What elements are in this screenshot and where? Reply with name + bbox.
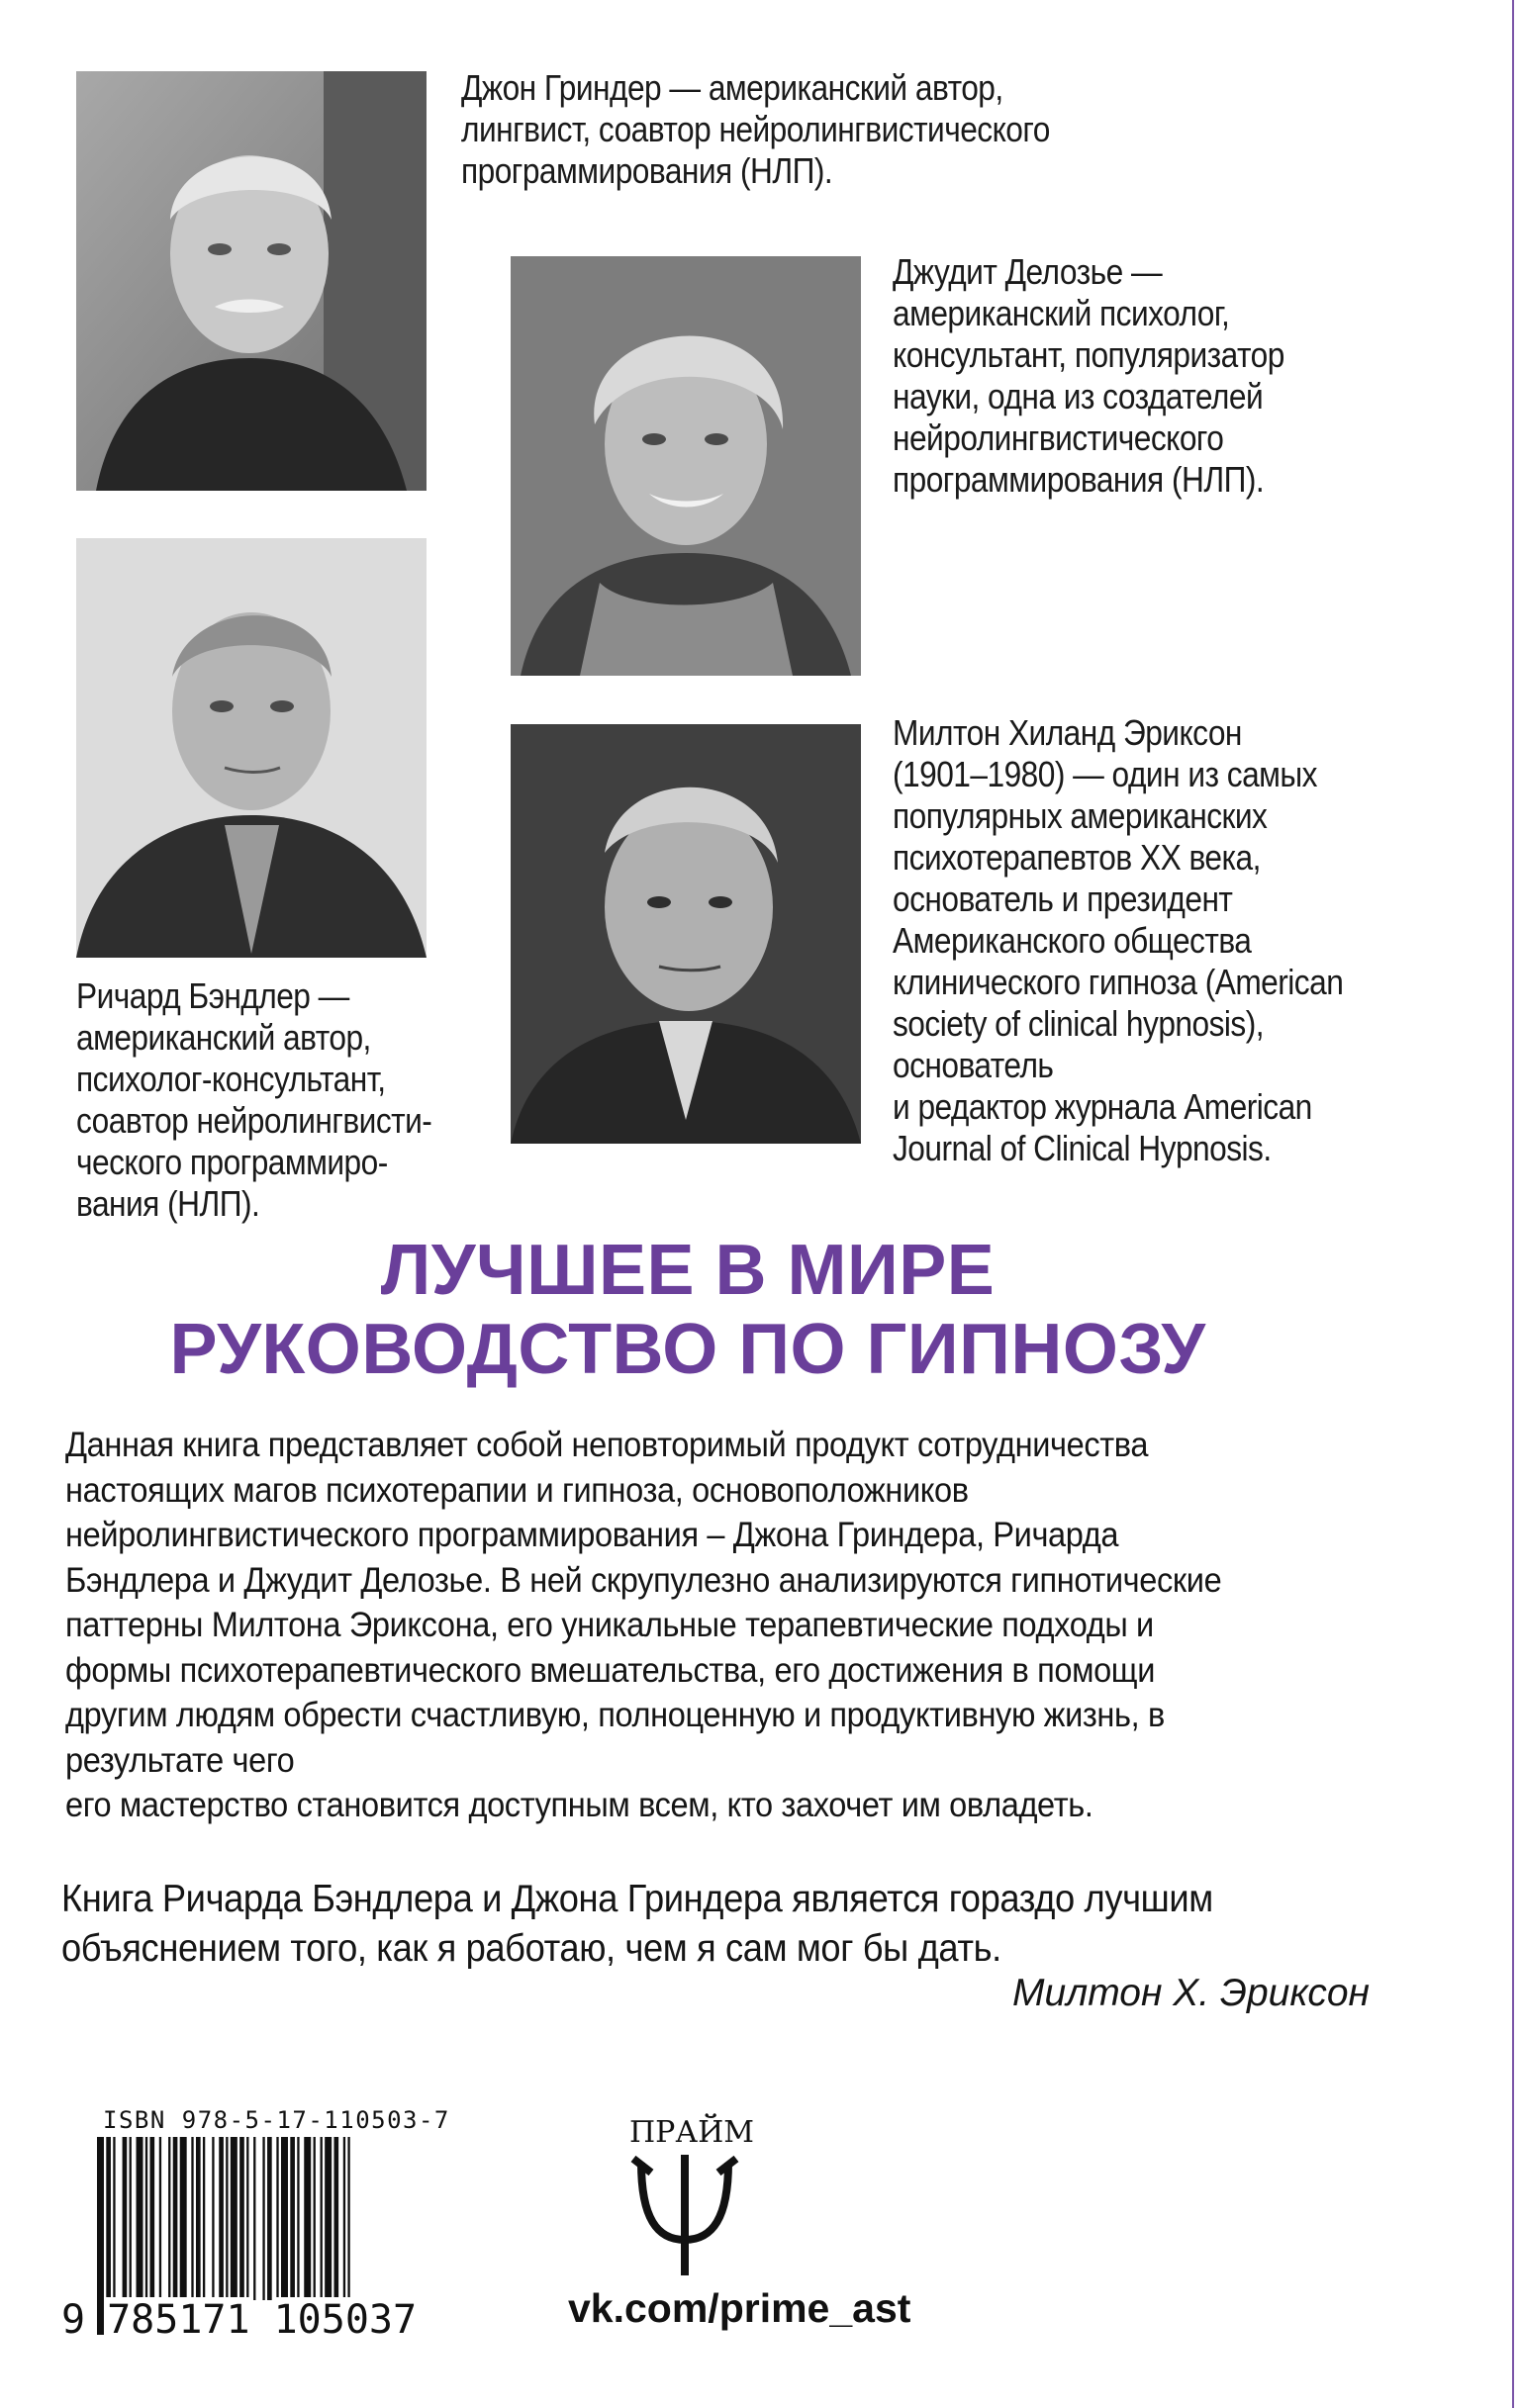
description-line: настоящих магов психотерапии и гипноза, основоположников — [65, 1470, 969, 1510]
bio-text-line: вания (НЛП). — [76, 1183, 260, 1224]
headline-line-2: РУКОВОДСТВО ПО ГИПНОЗУ — [169, 1310, 1206, 1389]
bio-name-line: Джон Гриндер — американский автор, — [461, 67, 1003, 108]
barcode-bar — [343, 2137, 345, 2300]
barcode-bar — [239, 2137, 244, 2300]
publisher-url: vk.com/prime_ast — [568, 2285, 911, 2331]
bio-text-line: популярных американских — [893, 795, 1268, 836]
bio-text-line: американский автор, — [76, 1017, 371, 1058]
bio-judith-delozier — [893, 251, 1284, 501]
bio-name-line: Ричард Бэндлер — — [76, 975, 349, 1016]
bio-name-line: Милтон Хиланд Эриксон — [893, 712, 1242, 753]
bio-richard-bandler — [76, 975, 431, 1225]
barcode-bar — [123, 2137, 128, 2300]
barcode-bar — [173, 2137, 178, 2300]
barcode-bar — [130, 2137, 132, 2300]
bio-john-grinder — [461, 67, 1050, 192]
barcode-bar — [262, 2137, 264, 2300]
barcode-bar — [180, 2137, 187, 2300]
bio-text-line: консультант, популяризатор — [893, 334, 1284, 375]
barcode-bar — [145, 2137, 147, 2300]
bio-text-line: науки, одна из создателей — [893, 376, 1264, 417]
barcode-bar — [325, 2137, 332, 2300]
barcode-bar — [196, 2137, 201, 2300]
barcode-bar — [253, 2137, 255, 2300]
bio-text-line: нейролингвистического — [893, 417, 1224, 458]
bio-text-line: психолог-консультант, — [76, 1059, 386, 1099]
isbn-label: ISBN 978-5-17-110503-7 — [103, 2106, 450, 2134]
bio-text-line: лингвист, соавтор нейролингвистического — [461, 109, 1050, 149]
description-line: нейролингвистического программирования – Джона Гриндера, Ричарда — [65, 1516, 1119, 1554]
barcode-bar — [137, 2137, 143, 2300]
publisher-name: ПРАЙМ — [629, 2115, 754, 2150]
barcode-bar — [212, 2137, 214, 2300]
description-line: Бэндлера и Джудит Делозье. В ней скрупулезно анализируются гипнотические — [65, 1560, 1222, 1600]
barcode-bar — [276, 2137, 278, 2300]
barcode-bar — [159, 2137, 161, 2300]
bio-text-line: психотерапевтов XX века, — [893, 837, 1261, 878]
barcode-digits-group-2: 105037 — [273, 2297, 418, 2343]
barcode-bar — [113, 2137, 115, 2300]
bio-text-line: Американского общества — [893, 920, 1252, 961]
psi-icon — [627, 2149, 742, 2277]
photo-richard-bandler — [76, 538, 427, 958]
quote-line: объяснением того, как я работаю, чем я сам мог бы дать. — [61, 1927, 1001, 1970]
barcode-bar — [297, 2137, 299, 2300]
barcode-bar — [267, 2137, 272, 2300]
barcode-bar — [333, 2137, 338, 2300]
bio-text-line: и редактор журнала American — [893, 1086, 1312, 1127]
bio-text-line: ческого программиро- — [76, 1142, 388, 1182]
barcode-bar — [149, 2137, 154, 2300]
bio-text-line: society of clinical hypnosis), — [893, 1003, 1265, 1044]
bio-text-line: основатель — [893, 1045, 1054, 1085]
photo-milton-erickson — [511, 724, 861, 1144]
barcode-digits — [59, 2297, 419, 2343]
bio-text-line: программирования (НЛП). — [893, 459, 1265, 500]
barcode-bar — [290, 2137, 295, 2300]
book-description — [65, 1423, 1221, 1828]
barcode-bar — [168, 2137, 170, 2300]
barcode-bar — [321, 2137, 323, 2300]
description-line: другим людям обрести счастливую, полноценную и продуктивную жизнь, в — [65, 1696, 1165, 1734]
quote-author: Милтон Х. Эриксон — [1012, 1972, 1370, 2014]
quote-line: Книга Ричарда Бэндлера и Джона Гриндера является гораздо лучшим — [61, 1878, 1213, 1920]
barcode-bar — [191, 2137, 193, 2300]
barcode-bar — [203, 2137, 205, 2300]
bio-text-line: Journal of Clinical Hypnosis. — [893, 1128, 1272, 1168]
headline-line-1: ЛУЧШЕЕ В МИРЕ — [380, 1231, 996, 1310]
barcode-digits-group-1: 785171 — [107, 2297, 250, 2343]
description-line: результате чего — [65, 1740, 295, 1780]
bio-text-line: основатель и президент — [893, 879, 1233, 919]
bio-name-line: Джудит Делозье — — [893, 251, 1163, 292]
testimonial-quote — [61, 1875, 1213, 1974]
barcode-bar — [246, 2137, 248, 2300]
description-line: его мастерство становится доступным всем, кто захочет им овладеть. — [65, 1786, 1093, 1824]
description-line: паттерны Милтона Эриксона, его уникальные терапевтические подходы и — [65, 1606, 1154, 1644]
barcode-bar — [304, 2137, 311, 2300]
bio-milton-erickson — [893, 712, 1343, 1169]
bio-text-line: американский психолог, — [893, 293, 1230, 333]
bio-text-line: соавтор нейролингвисти- — [76, 1100, 432, 1141]
cover-edge-line — [1512, 0, 1514, 2408]
bio-text-line: программирования (НЛП). — [461, 150, 833, 191]
bio-text-line: (1901–1980) — один из самых — [893, 754, 1317, 794]
photo-john-grinder — [76, 71, 427, 491]
barcode-digit-first: 9 — [61, 2297, 86, 2343]
description-line: Данная книга представляет собой неповторимый продукт сотрудничества — [65, 1426, 1149, 1464]
barcode-bar — [314, 2137, 316, 2300]
barcode-bar — [219, 2137, 224, 2300]
barcode-bar — [281, 2137, 288, 2300]
description-line: формы психотерапевтического вмешательства, его достижения в помощи — [65, 1650, 1156, 1690]
bio-text-line: клинического гипноза (American — [893, 962, 1344, 1002]
photo-judith-delozier — [511, 256, 861, 676]
